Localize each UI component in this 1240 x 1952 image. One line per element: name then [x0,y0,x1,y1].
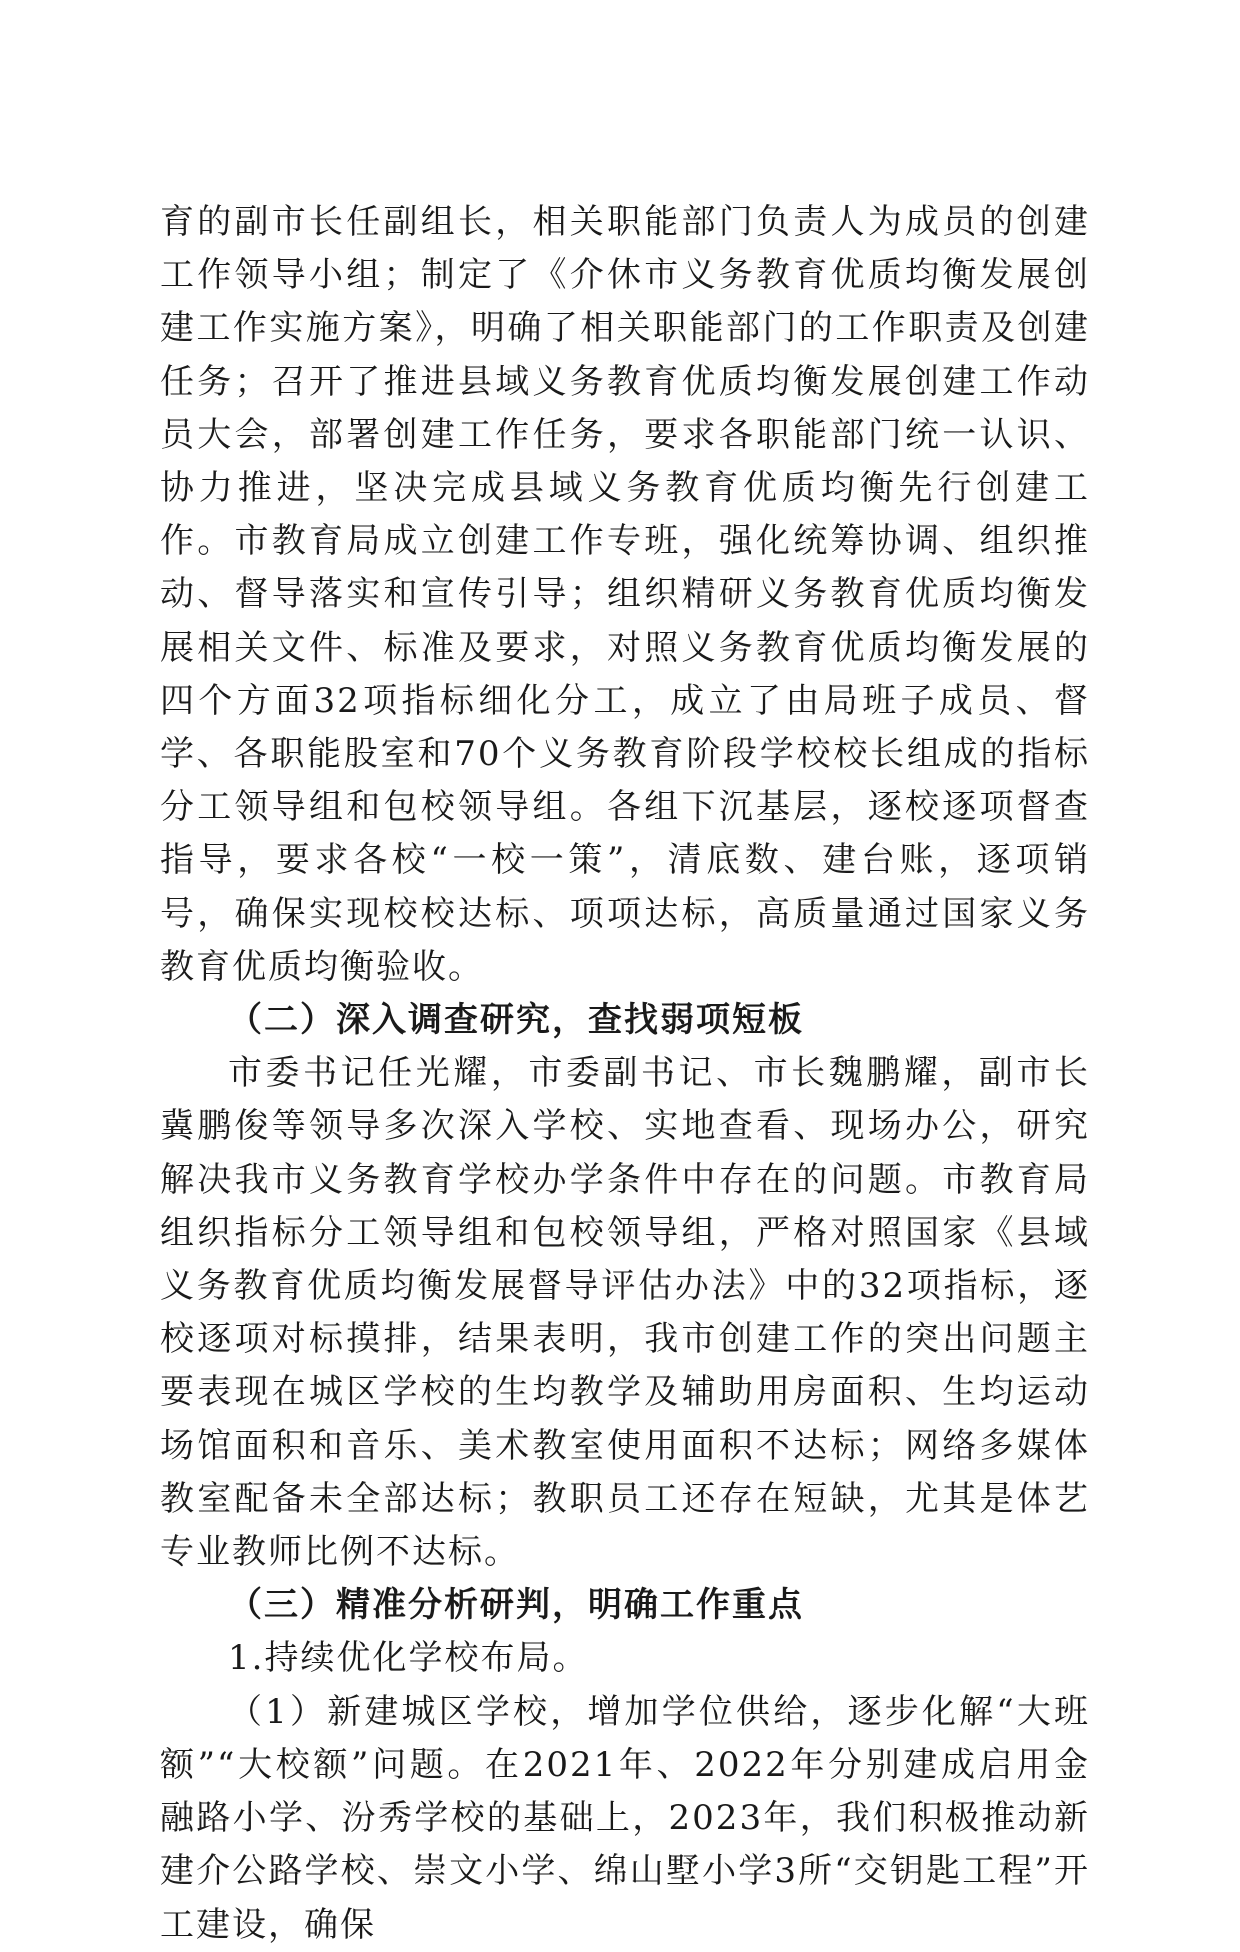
document-page [160,196,1090,1952]
section-heading-3: （三）精准分析研判，明确工作重点 [228,1585,804,1626]
paragraph-subitem-1: 1.持续优化学校布局。 [228,1638,589,1679]
paragraph-subitem-1-1: （1）新建城区学校，增加学位供给，逐步化解“大班额”“大校额”问题。在2021年、2022年分别建成启用金融路小学、汾秀学校的基础上，2023年，我们积极推动新建介公路学校、崇文小学、绵山墅小学3所“交钥匙工程”开工建设，确保 [160,1691,1090,1945]
paragraph-investigation: 市委书记任光耀，市委副书记、市长魏鹏耀，副市长冀鹏俊等领导多次深入学校、实地查看、现场办公，研究解决我市义务教育学校办学条件中存在的问题。市教育局组织指标分工领导组和包校领导组，严格对照国家《县域义务教育优质均衡发展督导评估办法》中的32项指标，逐校逐项对标摸排，结果表明，我市创建工作的突出问题主要表现在城区学校的生均教学及辅助用房面积、生均运动场馆面积和音乐、美术教室使用面积不达标；网络多媒体教室配备未全部达标；教职员工还存在短缺，尤其是体艺专业教师比例不达标。 [160,1053,1090,1573]
paragraph-leading-body: 育的副市长任副组长，相关职能部门负责人为成员的创建工作领导小组；制定了《介休市义务教育优质均衡发展创建工作实施方案》，明确了相关职能部门的工作职责及创建任务；召开了推进县域义务教育优质均衡发展创建工作动员大会，部署创建工作任务，要求各职能部门统一认识、协力推进，坚决完成县域义务教育优质均衡先行创建工作。市教育局成立创建工作专班，强化统筹协调、组织推动、督导落实和宣传引导；组织精研义务教育优质均衡发展相关文件、标准及要求，对照义务教育优质均衡发展的四个方面32项指标细化分工，成立了由局班子成员、督学、各职能股室和70个义务教育阶段学校校长组成的指标分工领导组和包校领导组。各组下沉基层，逐校逐项督查指导，要求各校“一校一策”，清底数、建台账，逐项销号，确保实现校校达标、项项达标，高质量通过国家义务教育优质均衡验收。 [160,202,1090,987]
section-heading-2: （二）深入调查研究，查找弱项短板 [228,1000,804,1041]
